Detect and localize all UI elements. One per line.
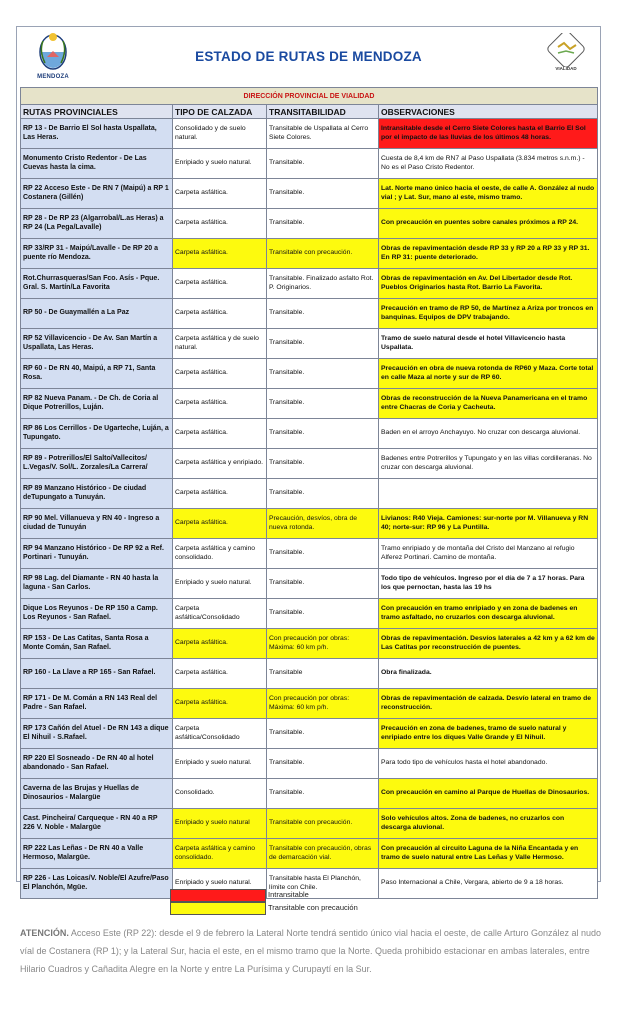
agency-name: DIRECCIÓN PROVINCIAL DE VIALIDAD [21,88,598,105]
vialidad-badge-icon [544,33,588,67]
route-cell: RP 52 Villavicencio - De Av. San Martín a Uspallata, Las Heras. [21,329,173,359]
notes-cell: Obras de repavimentación desde RP 33 y RP 20 a RP 33 y RP 31. En RP 31: puente deteriorado. [379,239,598,269]
notes-cell: Tramo de suelo natural desde el hotel Villavicencio hasta Uspallata. [379,329,598,359]
surface-cell: Carpeta asfáltica/Consolidado [173,599,267,629]
surface-cell: Carpeta asfáltica. [173,239,267,269]
vialidad-logo [544,33,588,79]
surface-cell: Carpeta asfáltica. [173,419,267,449]
notes-cell: Para todo tipo de vehículos hasta el hotel abandonado. [379,749,598,779]
transit-cell: Transitable hasta El Planchón, límite con Chile. [267,869,379,899]
route-cell: RP 173 Cañón del Atuel - De RN 143 a dique El Nihuil - S.Rafael. [21,719,173,749]
surface-cell: Consolidado y de suelo natural. [173,119,267,149]
surface-cell: Carpeta asfáltica. [173,689,267,719]
surface-cell: Carpeta asfáltica. [173,659,267,689]
table-row [21,569,598,599]
transit-cell: Transitable. [267,449,379,479]
surface-cell: Carpeta asfáltica. [173,209,267,239]
table-row [21,809,598,839]
surface-cell: Carpeta asfáltica. [173,359,267,389]
notes-cell: Cuesta de 8,4 km de RN7 al Paso Uspallata (3.834 metros s.n.m.) - No es el Paso Cristo Redentor. [379,149,598,179]
notes-cell: Precaución en tramo de RP 50, de Martínez a Ariza por troncos en banquinas. Equipos de DPV trabajando. [379,299,598,329]
transit-cell: Transitable de Uspallata al Cerro Siete Colores. [267,119,379,149]
surface-cell: Enripiado y suelo natural. [173,569,267,599]
route-cell: RP 60 - De RN 40, Maipú, a RP 71, Santa Rosa. [21,359,173,389]
notes-cell: Precaución en zona de badenes, tramo de suelo natural y enripiado entre los diques Valle Grande y El Nihuil. [379,719,598,749]
route-cell: RP 226 - Las Loicas/V. Noble/El Azufre/Paso El Planchón, Mgüe. [21,869,173,899]
route-cell: RP 89 Manzano Histórico - De ciudad deTupungato a Tunuyán. [21,479,173,509]
route-cell: RP 153 - De Las Catitas, Santa Rosa a Monte Comán, San Rafael. [21,629,173,659]
table-row [21,209,598,239]
notes-cell: Tramo enripiado y de montaña del Cristo del Manzano al refugio Alferez Portinari. Camino de montaña. [379,539,598,569]
table-row [21,179,598,209]
table-row [21,449,598,479]
notice-lead: ATENCIÓN. [20,928,69,938]
table-row [21,659,598,689]
document-frame [16,26,601,891]
transit-cell: Transitable. [267,749,379,779]
table-row [21,779,598,809]
legend-label-caution: Transitable con precaución [268,903,358,912]
table-row [21,329,598,359]
notes-cell: Obras de repavimentación. Desvíos laterales a 42 km y a 62 km de Las Catitas por reconstrucción de puentes. [379,629,598,659]
route-cell: Cast. Pincheira/ Carqueque - RN 40 a RP 226 V. Noble - Malargüe [21,809,173,839]
route-cell: RP 94 Manzano Histórico - De RP 92 a Ref. Portinari - Tunuyán. [21,539,173,569]
transit-cell: Con precaución por obras: Máxima: 60 km p/h. [267,629,379,659]
table-row [21,749,598,779]
table-row [21,599,598,629]
column-header-surface: TIPO DE CALZADA [173,105,267,119]
mendoza-logo-label: MENDOZA [37,74,69,80]
notes-cell: Badenes entre Potrerillos y Tupungato y en las villas cordilleranas. No cruzar con descarga aluvional. [379,449,598,479]
transit-cell: Transitable. [267,359,379,389]
vialidad-logo-label: VIALIDAD [555,66,577,71]
transit-cell: Transitable. [267,149,379,179]
table-row [21,359,598,389]
notes-cell: Paso Internacional a Chile, Vergara, abierto de 9 a 18 horas. [379,869,598,899]
notes-cell: Obra finalizada. [379,659,598,689]
transit-cell: Transitable. [267,539,379,569]
transit-cell: Transitable [267,659,379,689]
surface-cell: Carpeta asfáltica y de suelo natural. [173,329,267,359]
table-row [21,479,598,509]
routes-table [20,87,598,899]
notes-cell: Con precaución en puentes sobre canales próximos a RP 24. [379,209,598,239]
transit-cell: Con precaución por obras: Máxima: 60 km p/h. [267,689,379,719]
notes-cell: Obras de repavimentación en Av. Del Libertador desde Rot. Pueblos Originarios hasta Rot. Barrio La Favorita. [379,269,598,299]
route-cell: RP 90 Mel. Villanueva y RN 40 - Ingreso a ciudad de Tunuyán [21,509,173,539]
surface-cell: Enripiado y suelo natural [173,809,267,839]
transit-cell: Transitable. Finalizado asfalto Rot. P. Originarios. [267,269,379,299]
surface-cell: Carpeta asfáltica. [173,389,267,419]
attention-notice [20,924,604,978]
column-header-route: RUTAS PROVINCIALES [21,105,173,119]
table-row [21,839,598,869]
table-row [21,119,598,149]
route-cell: RP 222 Las Leñas - De RN 40 a Valle Hermoso, Malargüe. [21,839,173,869]
route-cell: RP 160 - La Llave a RP 165 - San Rafael. [21,659,173,689]
transit-cell: Precaución, desvíos, obra de nueva rotonda. [267,509,379,539]
route-cell: Monumento Cristo Redentor - De Las Cuevas hasta la cima. [21,149,173,179]
table-row [21,389,598,419]
notes-cell: Precaución en obra de nueva rotonda de RP60 y Maza. Corte total en calle Maza al norte y sur de RP 60. [379,359,598,389]
notes-cell: Intransitable desde el Cerro Siete Colores hasta el Barrio El Sol por el impacto de las lluvias de los últimos 48 horas. [379,119,598,149]
transit-cell: Transitable. [267,209,379,239]
notes-cell: Obras de repavimentación de calzada. Desvío lateral en tramo de reconstrucción. [379,689,598,719]
route-cell: RP 13 - De Barrio El Sol hasta Uspallata, Las Heras. [21,119,173,149]
surface-cell: Enripiado y suelo natural. [173,749,267,779]
table-row [21,539,598,569]
column-header-notes: OBSERVACIONES [379,105,598,119]
table-row [21,419,598,449]
legend [170,889,430,917]
notes-cell: Obras de reconstrucción de la Nueva Panamericana en el tramo entre Chacras de Coria y Cacheuta. [379,389,598,419]
surface-cell: Carpeta asfáltica. [173,179,267,209]
notes-cell: Baden en el arroyo Anchayuyo. No cruzar con descarga aluvional. [379,419,598,449]
surface-cell: Carpeta asfáltica y enripiado. [173,449,267,479]
legend-swatch-caution [170,902,266,915]
transit-cell: Transitable. [267,179,379,209]
surface-cell: Carpeta asfáltica y camino consolidado. [173,539,267,569]
surface-cell: Carpeta asfáltica. [173,479,267,509]
route-cell: RP 171 - De M. Comán a RN 143 Real del Padre - San Rafael. [21,689,173,719]
route-cell: Rot.Churrasqueras/San Fco. Asís - Pque. Gral. S. Martín/La Favorita [21,269,173,299]
notice-text: Acceso Este (RP 22): desde el 9 de febrero la Lateral Norte tendrá sentido único vial hacia el oeste, de calle Arturo González al nudo víal de Costanera (RP 1); y la Lateral Sur, hacia el este, en el mismo tramo que la Norte. Queda prohibido estacionar en ambas laterales, entre Hilario Cuadros y Cañadita Alegre en la Norte y entre La Purísima y Curupaytí en la Sur. [20,928,601,974]
table-row [21,149,598,179]
transit-cell: Transitable. [267,299,379,329]
table-row [21,269,598,299]
transit-cell: Transitable. [267,479,379,509]
agency-row [21,88,598,105]
table-row [21,239,598,269]
surface-cell: Carpeta asfáltica. [173,629,267,659]
notes-cell: Con precaución en camino al Parque de Huellas de Dinosaurios. [379,779,598,809]
route-cell: RP 33/RP 31 - Maipú/Lavalle - De RP 20 a puente río Mendoza. [21,239,173,269]
legend-swatch-intransitable [170,889,266,902]
surface-cell: Carpeta asfáltica. [173,509,267,539]
route-cell: RP 22 Acceso Este - De RN 7 (Maipú) a RP 1 Costanera (Gillén) [21,179,173,209]
transit-cell: Transitable. [267,779,379,809]
column-header-transit: TRANSITABILIDAD [267,105,379,119]
route-cell: Dique Los Reyunos - De RP 150 a Camp. Los Reyunos - San Rafael. [21,599,173,629]
page-title: ESTADO DE RUTAS DE MENDOZA [195,49,422,64]
route-cell: RP 98 Lag. del Diamante - RN 40 hasta la laguna - San Carlos. [21,569,173,599]
transit-cell: Transitable con precaución. [267,239,379,269]
route-cell: RP 50 - De Guaymallén a La Paz [21,299,173,329]
transit-cell: Transitable. [267,599,379,629]
transit-cell: Transitable. [267,329,379,359]
transit-cell: Transitable. [267,419,379,449]
table-row [21,509,598,539]
document-header [17,27,600,85]
table-header-row [21,105,598,119]
surface-cell: Consolidado. [173,779,267,809]
route-cell: RP 86 Los Cerrillos - De Ugarteche, Luján, a Tupungato. [21,419,173,449]
notes-cell: Todo tipo de vehículos. Ingreso por el día de 7 a 17 horas. Para los que pernoctan, hasta las 19 hs [379,569,598,599]
notes-cell [379,479,598,509]
notes-cell: Lat. Norte mano único hacia el oeste, de calle A. González al nudo vial ; y Lat. Sur, mano al este, mismo tramo. [379,179,598,209]
notes-cell: Livianos: R40 Vieja. Camiones: sur-norte por M. Villanueva y RN 40; norte-sur: RP 96 y La Puntilla. [379,509,598,539]
transit-cell: Transitable con precaución. [267,809,379,839]
surface-cell: Carpeta asfáltica/Consolidado [173,719,267,749]
surface-cell: Carpeta asfáltica. [173,269,267,299]
route-cell: RP 28 - De RP 23 (Algarrobal/L.as Heras) a RP 24 (La Pega/Lavalle) [21,209,173,239]
transit-cell: Transitable. [267,389,379,419]
table-row [21,689,598,719]
notes-cell: Con precaución al circuito Laguna de la Niña Encantada y en tramo de suelo natural entre Las Leñas y Valle Hermoso. [379,839,598,869]
transit-cell: Transitable. [267,569,379,599]
surface-cell: Carpeta asfáltica y camino consolidado. [173,839,267,869]
notes-cell: Con precaución en tramo enripiado y en zona de badenes en tramo asfaltado, no cruzarlos con descarga aluvional. [379,599,598,629]
table-row [21,299,598,329]
surface-cell: Carpeta asfáltica. [173,299,267,329]
transit-cell: Transitable. [267,719,379,749]
route-cell: RP 89 - Potrerillos/El Salto/Vallecitos/ L.Vegas/V. Sol/L. Zorzales/La Carrera/ [21,449,173,479]
route-cell: RP 82 Nueva Panam. - De Ch. de Coria al Dique Potrerillos, Luján. [21,389,173,419]
table-row [21,719,598,749]
route-cell: RP 220 El Sosneado - De RN 40 al hotel abandonado - San Rafael. [21,749,173,779]
surface-cell: Enripiado y suelo natural. [173,869,267,899]
surface-cell: Enripiado y suelo natural. [173,149,267,179]
legend-label-intransitable: Intransitable [268,890,309,899]
notes-cell: Solo vehículos altos. Zona de badenes, no cruzarlos con descarga aluvional. [379,809,598,839]
transit-cell: Transitable con precaución, obras de demarcación vial. [267,839,379,869]
route-cell: Caverna de las Brujas y Huellas de Dinosaurios - Malargüe [21,779,173,809]
table-row [21,629,598,659]
